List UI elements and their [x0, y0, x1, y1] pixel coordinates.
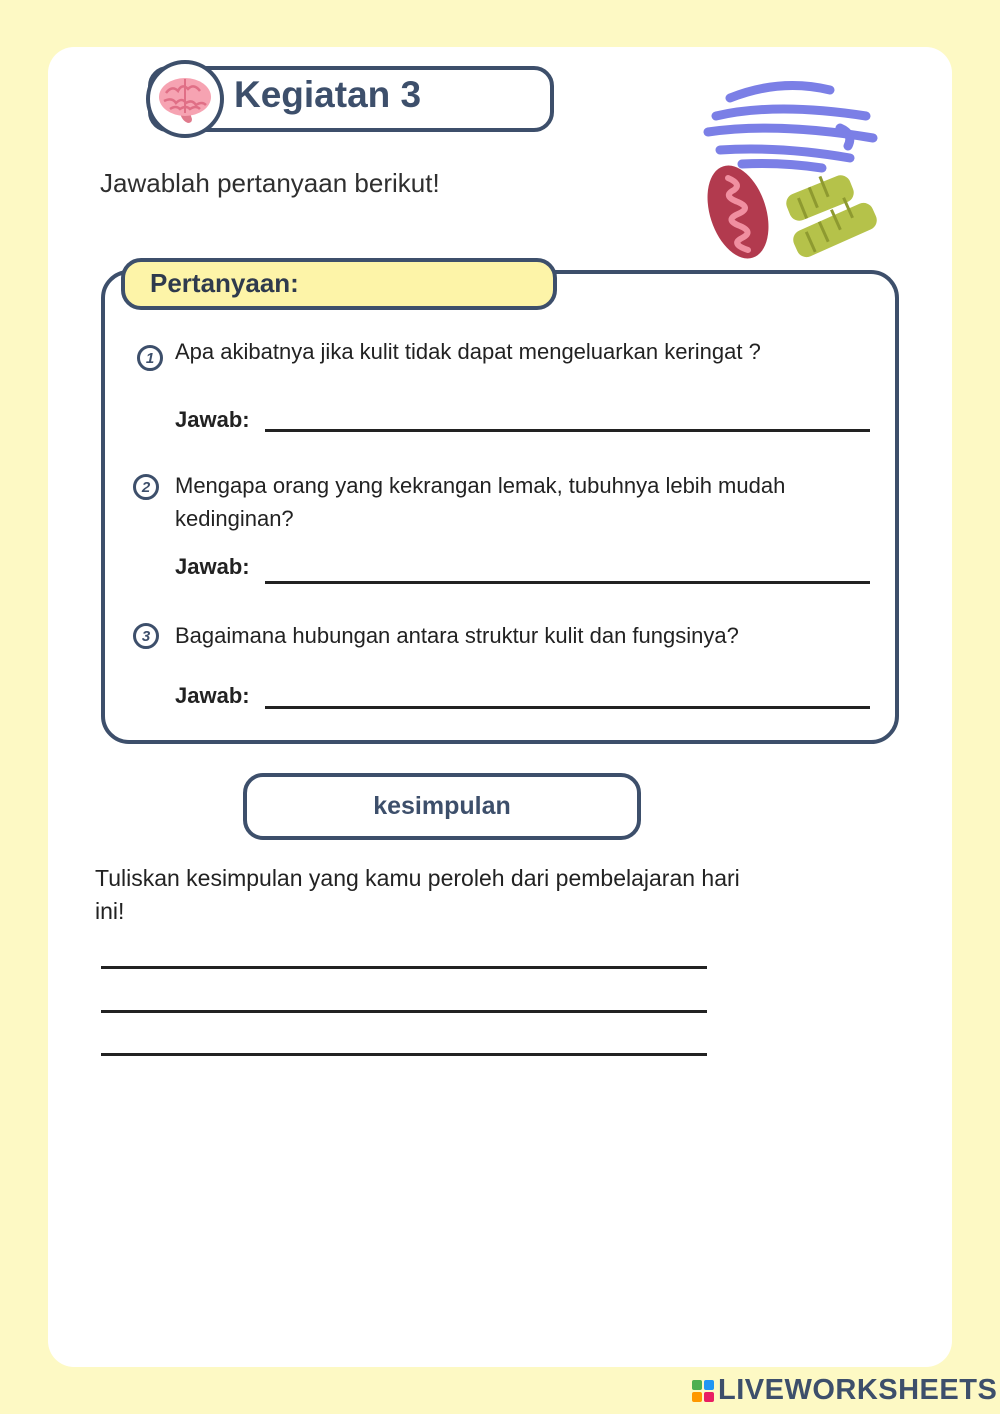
liveworksheets-brand: LIVEWORKSHEETS — [718, 1374, 998, 1406]
brain-icon — [146, 60, 224, 138]
conclusion-line-1[interactable] — [101, 966, 707, 969]
question-1-text: Apa akibatnya jika kulit tidak dapat mengeluarkan keringat ? — [175, 339, 761, 364]
conclusion-line-2[interactable] — [101, 1010, 707, 1013]
question-3-text: Bagaimana hubungan antara struktur kulit dan fungsinya? — [175, 623, 739, 648]
question-number-3: 3 — [133, 623, 159, 649]
liveworksheets-mark-icon — [692, 1380, 714, 1402]
answer-line-1[interactable] — [265, 429, 870, 432]
question-number-2: 2 — [133, 474, 159, 500]
page-title: Kegiatan 3 — [234, 74, 422, 115]
answer-line-2[interactable] — [265, 581, 870, 584]
conclusion-prompt: Tuliskan kesimpulan yang kamu peroleh dari pembelajaran hari ini! — [95, 865, 740, 924]
conclusion-title: kesimpulan — [243, 773, 641, 840]
answer-label-2: Jawab: — [175, 554, 250, 579]
answer-line-3[interactable] — [265, 706, 870, 709]
liveworksheets-logo — [692, 1374, 997, 1407]
chloroplast-icon — [783, 172, 880, 260]
instruction-text: Jawablah pertanyaan berikut! — [100, 168, 440, 198]
conclusion-line-3[interactable] — [101, 1053, 707, 1056]
question-2-text: Mengapa orang yang kekrangan lemak, tubuhnya lebih mudah kedinginan? — [175, 473, 786, 531]
endoplasmic-reticulum-icon — [708, 86, 873, 169]
mitochondria-icon — [697, 158, 780, 267]
organelles-illustration — [690, 70, 890, 270]
answer-label-3: Jawab: — [175, 683, 250, 708]
questions-label: Pertanyaan: — [150, 268, 299, 298]
answer-label-1: Jawab: — [175, 407, 250, 432]
question-number-1: 1 — [137, 345, 163, 371]
